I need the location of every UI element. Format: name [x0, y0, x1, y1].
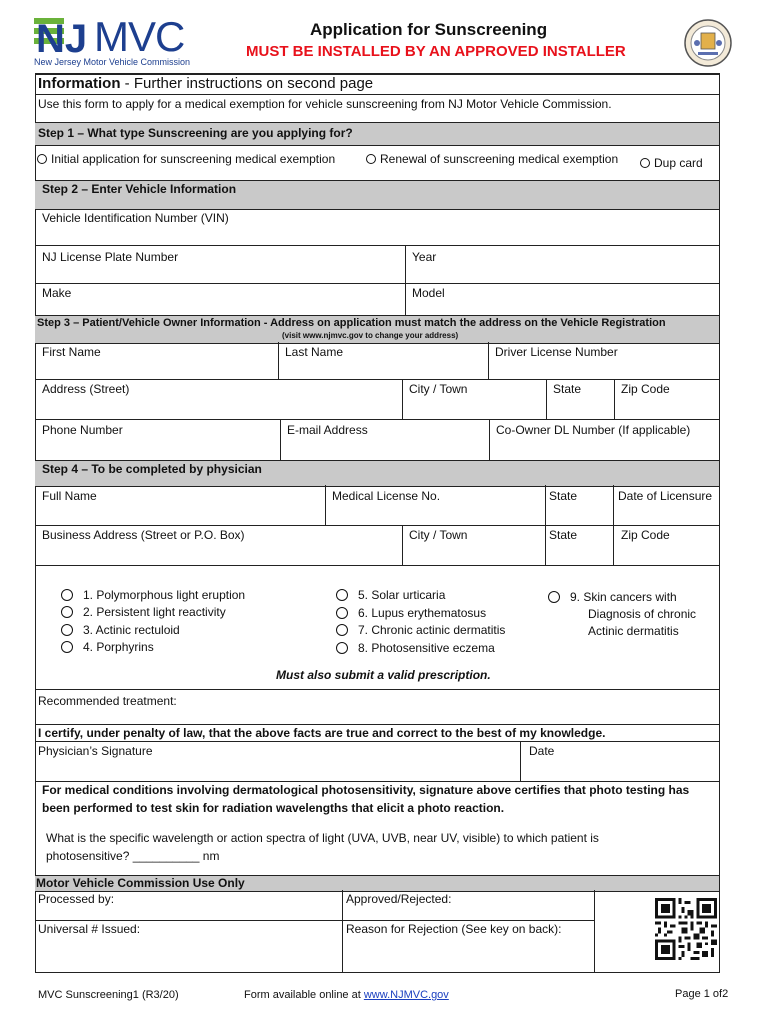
physician-state-field[interactable]	[546, 486, 613, 525]
form-title: Application for Sunscreening	[310, 20, 548, 39]
condition-label: 8. Photosensitive eczema	[358, 641, 495, 655]
zip-field[interactable]	[615, 380, 718, 419]
radio-initial-application[interactable]	[37, 152, 335, 166]
plate-field[interactable]	[36, 246, 405, 283]
phone-field[interactable]	[36, 420, 280, 460]
make-label: Make	[42, 286, 72, 300]
info-text: Use this form to apply for a medical exemption for vehicle sunscreening from NJ Motor Vehicle Commission.	[38, 97, 612, 111]
njmvc-logo: NJ MVC New Jersey Motor Vehicle Commission	[34, 13, 191, 67]
step3-heading: Step 3 – Patient/Vehicle Owner Information - Address on application must match the address on the Vehicle Registration	[37, 317, 666, 329]
form-availability	[244, 989, 449, 1001]
condition-option[interactable]	[336, 606, 486, 620]
physician-zip-field[interactable]	[614, 526, 718, 565]
installer-warning: MUST BE INSTALLED BY AN APPROVED INSTALLER	[246, 43, 626, 60]
condition-option[interactable]	[336, 641, 495, 655]
info-heading	[38, 75, 373, 92]
business-address-field[interactable]	[36, 526, 402, 565]
photo-testing-note-2: been performed to test skin for radiation wavelengths that elicit a photo reaction.	[42, 801, 505, 815]
step3-note: (visit www.njmvc.gov to change your address)	[282, 331, 459, 340]
condition-label: 9. Skin cancers with	[570, 590, 677, 604]
universal-number-label: Universal # Issued:	[38, 922, 141, 936]
rejection-reason-label: Reason for Rejection (See key on back):	[346, 922, 562, 936]
radio-circle-icon	[336, 607, 348, 619]
condition-label: 3. Actinic rectuloid	[83, 623, 180, 637]
condition-option[interactable]	[336, 623, 505, 637]
radio-circle-icon	[61, 641, 73, 653]
radio-circle-icon	[336, 589, 348, 601]
prescription-note: Must also submit a valid prescription.	[276, 668, 491, 682]
radio-circle-icon	[37, 154, 47, 164]
business-address-label: Business Address (Street or P.O. Box)	[42, 528, 245, 542]
radio-circle-icon	[336, 642, 348, 654]
radio-circle-icon	[61, 624, 73, 636]
licensure-date-field[interactable]	[614, 486, 718, 525]
condition-option[interactable]	[61, 605, 226, 619]
condition-option[interactable]	[548, 590, 677, 604]
signature-date-label: Date	[529, 744, 555, 758]
radio-label: Renewal of sunscreening medical exemption	[380, 152, 619, 166]
svg-text:NJ: NJ	[36, 17, 88, 56]
condition-label-continued: Diagnosis of chronic	[588, 607, 697, 621]
condition-option[interactable]	[61, 588, 245, 602]
logo-subtitle: New Jersey Motor Vehicle Commission	[34, 57, 191, 67]
model-field[interactable]	[406, 284, 718, 315]
qr-code	[655, 898, 717, 960]
driver-license-label: Driver License Number	[495, 345, 618, 359]
condition-label-continued: Actinic dermatitis	[588, 624, 679, 638]
co-owner-label: Co-Owner DL Number (If applicable)	[496, 423, 691, 437]
year-label: Year	[412, 250, 437, 264]
city-label: City / Town	[409, 382, 468, 396]
plate-label: NJ License Plate Number	[42, 250, 179, 264]
physician-city-field[interactable]	[403, 526, 545, 565]
physician-state2-field[interactable]	[546, 526, 613, 565]
licensure-date-label: Date of Licensure	[618, 489, 713, 503]
recommended-treatment-field[interactable]	[36, 690, 718, 724]
medical-license-field[interactable]	[326, 486, 545, 525]
signature-date-field[interactable]	[521, 742, 718, 781]
driver-license-field[interactable]	[489, 343, 718, 379]
condition-label: 1. Polymorphous light eruption	[83, 588, 246, 602]
radio-circle-icon	[548, 591, 560, 603]
model-label: Model	[412, 286, 445, 300]
wavelength-answer[interactable]: photosensitive? __________ nm	[46, 849, 220, 863]
form-id: MVC Sunscreening1 (R3/20)	[38, 989, 179, 1001]
first-name-label: First Name	[42, 345, 101, 359]
wavelength-question: What is the specific wavelength or action spectra of light (UVA, UVB, near UV, visible) to which patient is	[46, 831, 599, 845]
email-field[interactable]	[281, 420, 489, 460]
certify-statement: I certify, under penalty of law, that the above facts are true and correct to the best of my knowledge.	[38, 726, 606, 740]
last-name-field[interactable]	[279, 343, 488, 379]
radio-circle-icon	[640, 158, 650, 168]
condition-label: 4. Porphyrins	[83, 640, 154, 654]
condition-label: 6. Lupus erythematosus	[358, 606, 487, 620]
recommended-treatment-label: Recommended treatment:	[38, 694, 177, 708]
physician-signature-field[interactable]	[36, 742, 520, 781]
condition-label: 5. Solar urticaria	[358, 588, 446, 602]
address-label: Address (Street)	[42, 382, 130, 396]
address-field[interactable]	[36, 380, 402, 419]
condition-option[interactable]	[336, 588, 445, 602]
condition-option[interactable]	[61, 640, 154, 654]
mvc-heading: Motor Vehicle Commission Use Only	[36, 876, 245, 890]
radio-circle-icon	[61, 606, 73, 618]
physician-signature-label: Physician’s Signature	[38, 744, 153, 758]
vin-field[interactable]	[36, 209, 718, 245]
photo-testing-note: For medical conditions involving dermatological photosensitivity, signature above certifies that photo testing has	[42, 783, 690, 797]
radio-renewal[interactable]	[366, 152, 618, 166]
co-owner-field[interactable]	[490, 420, 718, 460]
state-label: State	[553, 382, 582, 396]
step4-heading: Step 4 – To be completed by physician	[42, 462, 262, 476]
info-heading-rest: - Further instructions on second page	[120, 75, 374, 92]
radio-label: Dup card	[654, 156, 703, 170]
physician-state-label: State	[549, 489, 578, 503]
condition-label: 7. Chronic actinic dermatitis	[358, 623, 506, 637]
physician-zip-label: Zip Code	[621, 528, 670, 542]
first-name-field[interactable]	[36, 343, 278, 379]
approved-rejected-field[interactable]	[343, 891, 594, 920]
medical-license-label: Medical License No.	[332, 489, 441, 503]
condition-option[interactable]	[61, 623, 180, 637]
radio-label: Initial application for sunscreening medical exemption	[51, 152, 336, 166]
page-number: Page 1 of2	[675, 988, 729, 1000]
physician-name-label: Full Name	[42, 489, 97, 503]
city-field[interactable]	[403, 380, 546, 419]
approved-rejected-label: Approved/Rejected:	[346, 892, 452, 906]
info-heading-bold: Information	[38, 75, 121, 92]
processed-by-field[interactable]	[36, 891, 342, 920]
make-field[interactable]	[36, 284, 405, 315]
year-field[interactable]	[406, 246, 718, 283]
email-label: E-mail Address	[287, 423, 368, 437]
radio-circle-icon	[366, 154, 376, 164]
last-name-label: Last Name	[285, 345, 344, 359]
radio-circle-icon	[61, 589, 73, 601]
state-field[interactable]	[547, 380, 614, 419]
phone-label: Phone Number	[42, 423, 123, 437]
physician-state2-label: State	[549, 528, 578, 542]
radio-circle-icon	[336, 624, 348, 636]
radio-dup-card[interactable]	[640, 156, 703, 170]
availability-text: Form available online at	[244, 989, 364, 1001]
nj-state-seal	[684, 19, 732, 67]
rejection-reason-field[interactable]	[343, 921, 594, 972]
physician-city-label: City / Town	[409, 528, 468, 542]
step2-heading: Step 2 – Enter Vehicle Information	[42, 182, 237, 196]
njmvc-link[interactable]: www.NJMVC.gov	[363, 989, 449, 1001]
physician-name-field[interactable]	[36, 486, 325, 525]
condition-label: 2. Persistent light reactivity	[83, 605, 226, 619]
vin-label: Vehicle Identification Number (VIN)	[42, 211, 229, 225]
step1-heading: Step 1 – What type Sunscreening are you applying for?	[38, 126, 353, 140]
universal-number-field[interactable]	[36, 921, 342, 972]
zip-label: Zip Code	[621, 382, 670, 396]
processed-by-label: Processed by:	[38, 892, 115, 906]
